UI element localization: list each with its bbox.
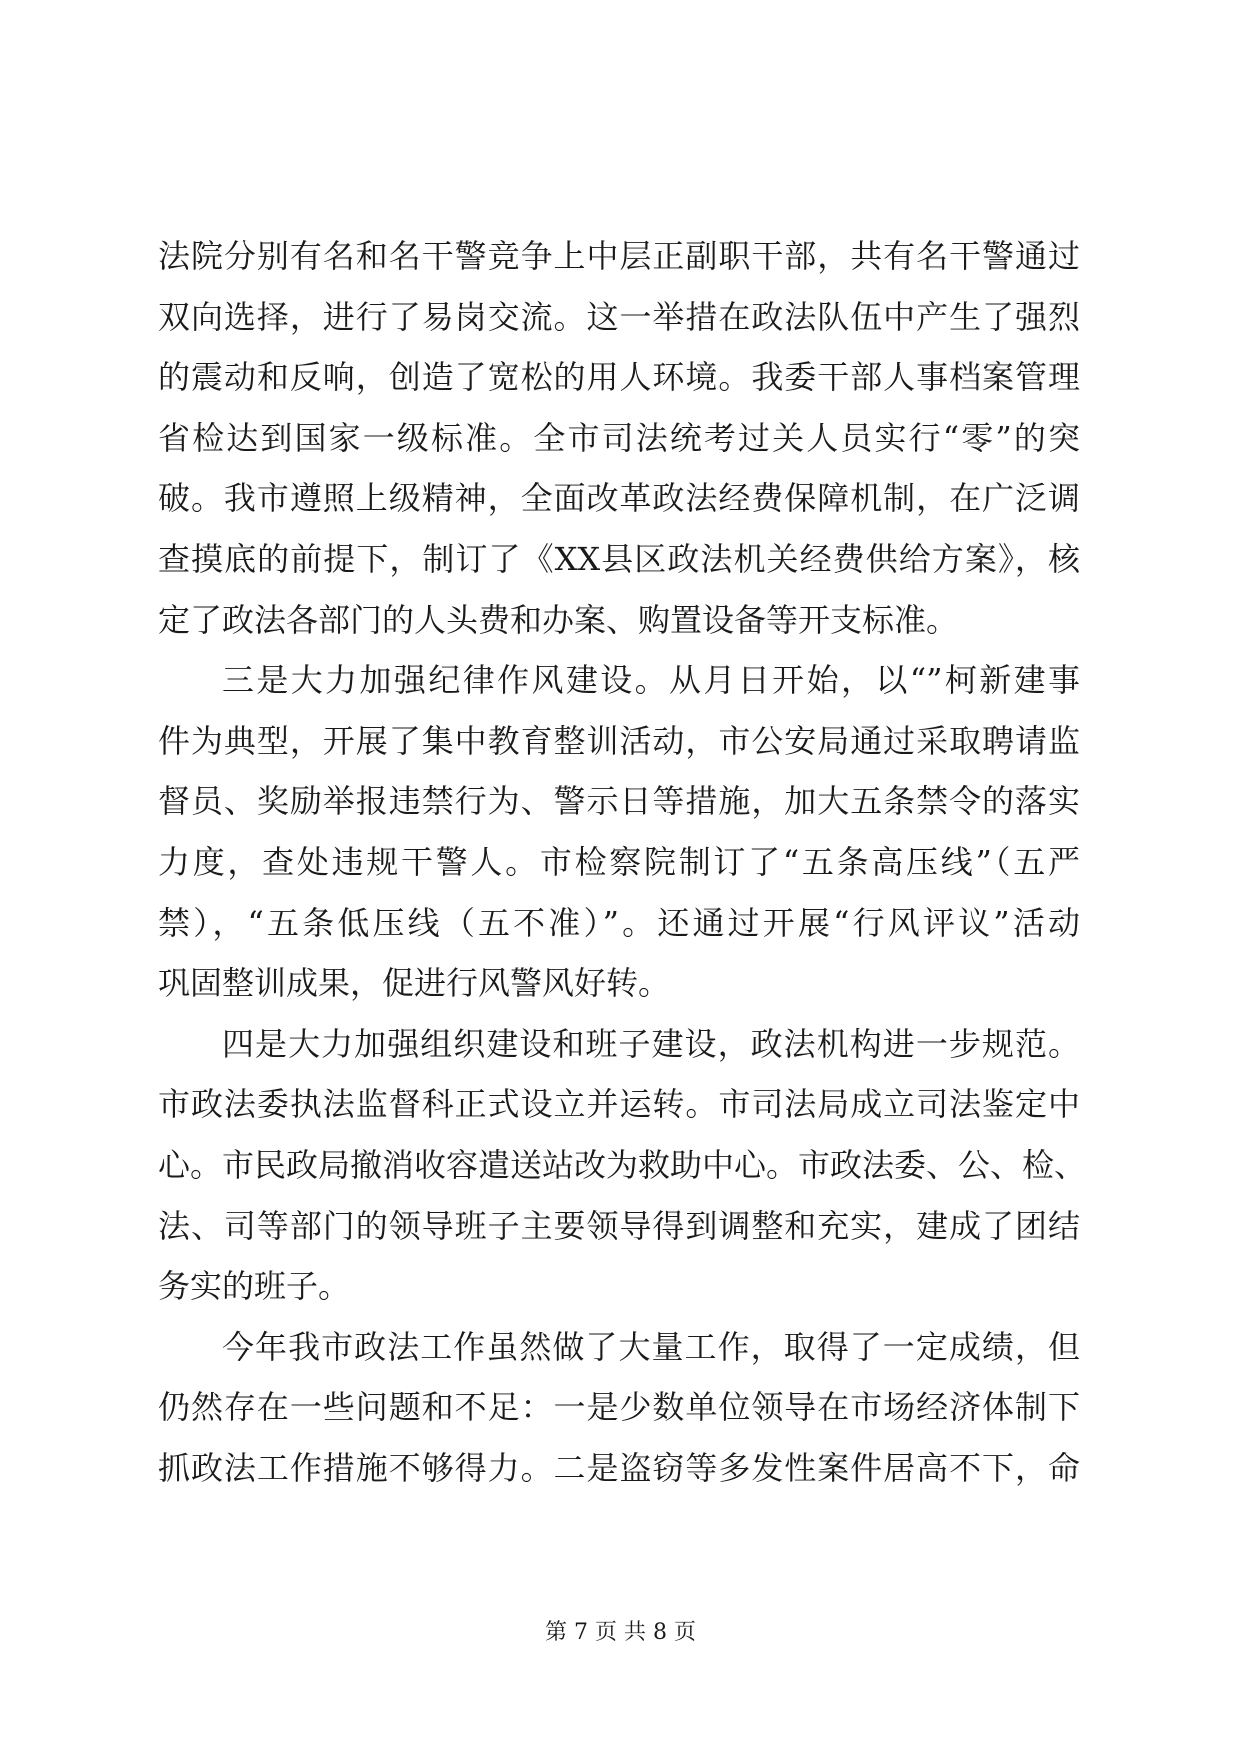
text-line: 查摸底的前提下，制订了《XX县区政法机关经费供给方案》，核 — [158, 539, 1080, 578]
text-line: 督员、奖励举报违禁行为、警示日等措施，加大五条禁令的落实 — [158, 782, 1080, 821]
text-line: 巩固整训成果，促进行风警风好转。 — [158, 964, 671, 1003]
paragraph-start-line: 四是大力加强组织建设和班子建设，政法机构进一步规范。 — [222, 1024, 1080, 1063]
text-line: 破。我市遵照上级精神，全面改革政法经费保障机制，在广泛调 — [158, 479, 1080, 518]
text-line: 件为典型，开展了集中教育整训活动，市公安局通过采取聘请监 — [158, 721, 1080, 760]
text-line: 定了政法各部门的人头费和办案、购置设备等开支标准。 — [158, 600, 959, 639]
paragraph-start-line: 三是大力加强纪律作风建设。从月日开始，以“”柯新建事 — [222, 661, 1080, 700]
text-line: 抓政法工作措施不够得力。二是盗窃等多发性案件居高不下，命 — [158, 1448, 1080, 1487]
text-line: 的震动和反响，创造了宽松的用人环境。我委干部人事档案管理 — [158, 358, 1080, 397]
page-number-footer: 第 7 页 共 8 页 — [545, 1620, 696, 1645]
document-body — [158, 226, 1087, 1498]
text-line: 双向选择，进行了易岗交流。这一举措在政法队伍中产生了强烈 — [158, 297, 1080, 336]
text-line: 市政法委执法监督科正式设立并运转。市司法局成立司法鉴定中 — [158, 1085, 1080, 1124]
paragraph-start-line: 今年我市政法工作虽然做了大量工作，取得了一定成绩，但 — [222, 1327, 1080, 1366]
text-line: 力度，查处违规干警人。市检察院制订了“五条高压线”（五严 — [158, 842, 1080, 881]
text-line: 法、司等部门的领导班子主要领导得到调整和充实，建成了团结 — [158, 1206, 1080, 1245]
text-line: 仍然存在一些问题和不足：一是少数单位领导在市场经济体制下 — [158, 1388, 1080, 1427]
text-line: 省检达到国家一级标准。全市司法统考过关人员实行“零”的突 — [158, 418, 1080, 457]
text-line: 禁），“五条低压线（五不准）”。还通过开展“行风评议”活动 — [158, 903, 1080, 942]
text-line: 法院分别有名和名干警竞争上中层正副职干部，共有名干警通过 — [158, 237, 1080, 275]
text-line: 务实的班子。 — [158, 1267, 351, 1306]
text-line: 心。市民政局撤消收容遣送站改为救助中心。市政法委、公、检、 — [158, 1145, 1087, 1184]
